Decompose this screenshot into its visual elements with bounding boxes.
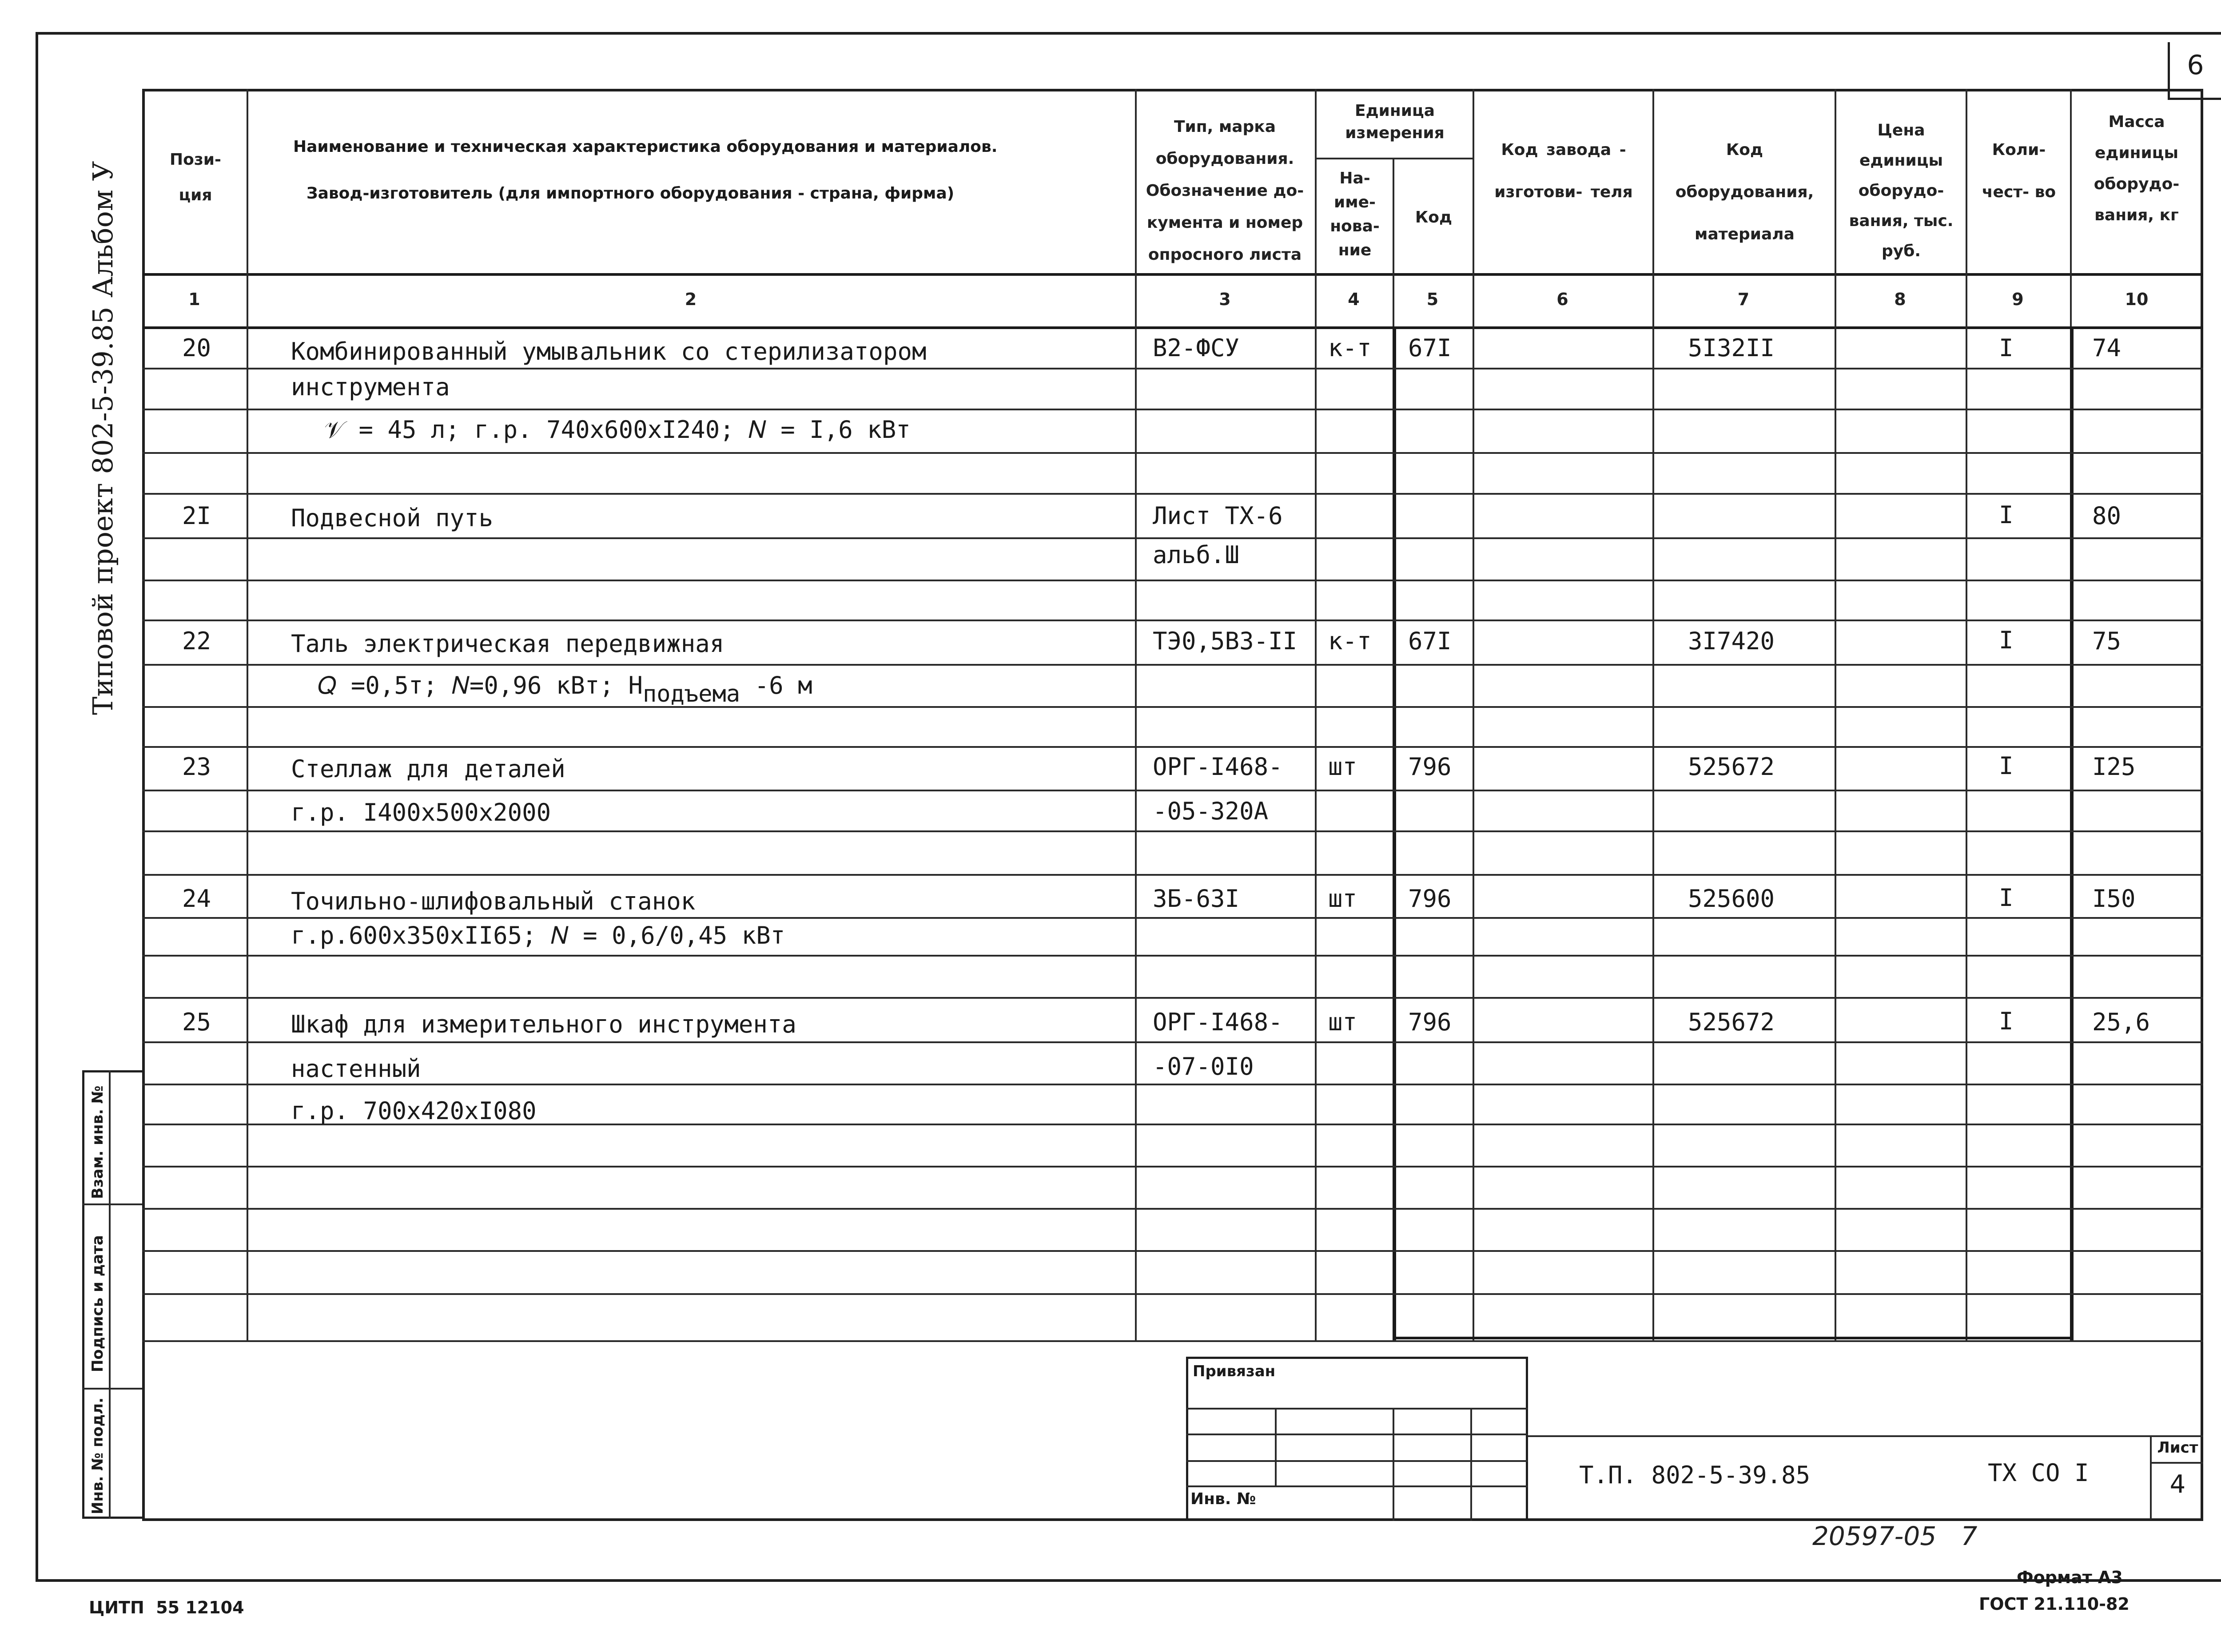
row-type: -05-320А: [1153, 797, 1269, 825]
row-line: [142, 620, 2203, 621]
sheet-number: 6: [2187, 50, 2204, 81]
row-mass: I50: [2092, 885, 2136, 913]
stamp-line: [1186, 1460, 1528, 1462]
row-line: [142, 452, 2203, 454]
row-equip-code: 3I7420: [1688, 627, 1775, 655]
header-plant-code: Код завода - изготови- теля: [1494, 141, 1633, 201]
row-equip-code: 525600: [1688, 885, 1775, 913]
row-unit: шт: [1328, 1008, 1357, 1036]
row-name: Таль электрическая передвижная: [291, 630, 724, 658]
row-type: В2-ФСУ: [1153, 334, 1240, 362]
row-position: 2I: [182, 502, 211, 530]
privyazan-label: Привязан: [1193, 1362, 1276, 1380]
row-line: [142, 409, 2203, 410]
stamp-divider: [82, 1203, 144, 1205]
row-name: настенный: [291, 1055, 421, 1083]
row-unit: к-т: [1328, 334, 1372, 362]
col-line: [1966, 89, 1967, 1341]
row-line: [142, 537, 2203, 539]
stamp-divider: [109, 1070, 111, 1519]
project-title: Типовой проект 802-5-39.85: [87, 306, 119, 715]
thick-body-bottom: [1393, 1337, 2074, 1339]
row-line: [142, 746, 2203, 748]
colnum-10: 10: [2125, 290, 2149, 309]
row-type: ОРГ-I468-: [1153, 753, 1283, 781]
header-qty: Коли- чест- во: [1982, 141, 2056, 201]
doc-mark: ТХ СО I: [1988, 1459, 2089, 1487]
row-line: [142, 1293, 2203, 1295]
colnum-4: 4: [1348, 290, 1360, 309]
row-qty: I: [1999, 1007, 2014, 1035]
colnum-9: 9: [2012, 290, 2024, 309]
row-line: [142, 493, 2203, 495]
row-name: Стеллаж для деталей: [291, 755, 565, 783]
col-line: [1652, 89, 1654, 1341]
row-unit-code: 67I: [1408, 627, 1452, 655]
citp-label: ЦИТП 55 12104: [89, 1598, 244, 1617]
list-label: Лист: [2157, 1439, 2198, 1457]
row-name-suffix: -6 м: [740, 671, 812, 699]
row-line: [142, 580, 2203, 581]
row-line: [142, 790, 2203, 791]
header-unit-code: Код: [1415, 208, 1453, 226]
thick-col-line: [2070, 326, 2074, 1341]
row-position: 23: [182, 753, 211, 781]
header-equip-code: Код оборудования, материала: [1675, 141, 1814, 243]
row-name-prefix: 𝑄 =0,5т; 𝑁=0,96 кВт; Н: [318, 671, 643, 699]
stamp-vzam-inv: Взам. инв. №: [89, 1085, 107, 1199]
colnum-6: 6: [1556, 290, 1568, 309]
row-name: Подвесной путь: [291, 504, 494, 532]
row-name: Комбинированный умывальник со стерилизатором: [291, 338, 927, 365]
colnum-1: 1: [188, 290, 200, 309]
list-box-line: [2150, 1435, 2152, 1520]
row-qty: I: [1999, 334, 2014, 362]
header-mass: Масса единицы оборудо- вания, кг: [2094, 113, 2180, 224]
stamp-podpis: Подпись и дата: [89, 1235, 107, 1372]
col-line: [1835, 89, 1836, 1341]
row-position: 20: [182, 334, 211, 362]
row-type: -07-0I0: [1153, 1052, 1254, 1080]
header-name-line1: Наименование и техническая характеристика оборудования и материалов.: [293, 138, 998, 156]
stamp-line: [1186, 1485, 1528, 1487]
col-line: [247, 89, 248, 1341]
row-equip-code: 525672: [1688, 753, 1775, 781]
row-position: 24: [182, 885, 211, 913]
row-name: г.р. 700x420xI080: [291, 1097, 537, 1125]
row-line: [142, 917, 2203, 919]
stamp-col-line: [1470, 1408, 1472, 1521]
handwritten-number: 20597-05 7: [1812, 1521, 1978, 1551]
row-type: альб.Ш: [1153, 541, 1240, 569]
row-name: [318, 671, 812, 707]
col-line: [1315, 89, 1317, 1341]
header-position: Пози- ция: [170, 151, 221, 204]
row-line: [142, 830, 2203, 832]
row-type: 3Б-63I: [1153, 885, 1240, 913]
row-qty: I: [1999, 884, 2014, 912]
row-line: [142, 874, 2203, 876]
header-name-line2: Завод-изготовитель (для импортного оборудования - страна, фирма): [306, 184, 955, 203]
gost-label: ГОСТ 21.110-82: [1979, 1594, 2129, 1614]
row-qty: I: [1999, 752, 2014, 780]
row-line: [142, 1041, 2203, 1043]
header-unit-name: На- име- нова- ние: [1330, 169, 1380, 259]
row-line: [142, 1166, 2203, 1168]
row-line: [142, 1084, 2203, 1085]
row-type: ОРГ-I468-: [1153, 1008, 1283, 1036]
row-type: Лист ТХ-6: [1153, 502, 1283, 530]
colnum-7: 7: [1737, 290, 1750, 309]
stamp-line: [1186, 1434, 1528, 1435]
row-unit: шт: [1328, 885, 1357, 913]
colnum-8: 8: [1894, 290, 1906, 309]
row-name: Точильно-шлифовальный станок: [291, 887, 696, 915]
album-title: Альбом У: [87, 161, 119, 298]
list-number: 4: [2169, 1470, 2186, 1499]
row-position: 25: [182, 1008, 211, 1036]
doc-code: Т.П. 802-5-39.85: [1579, 1461, 1811, 1489]
row-name: инструмента: [291, 373, 450, 401]
list-box-line: [2150, 1462, 2203, 1464]
colnum-bottom-line: [142, 326, 2203, 329]
inv-no-label: Инв. №: [1190, 1490, 1256, 1508]
header-type: Тип, марка оборудования. Обозначение до- кумента и номер опросного листа: [1146, 118, 1304, 264]
header-bottom-line: [142, 273, 2203, 276]
row-unit: шт: [1328, 753, 1357, 781]
stamp-col-line: [1393, 1408, 1394, 1521]
row-unit: к-т: [1328, 627, 1372, 655]
row-equip-code: 5I32II: [1688, 334, 1775, 362]
row-name-sub: подъема: [642, 681, 740, 707]
row-unit-code: 796: [1408, 1008, 1452, 1036]
row-mass: 25,6: [2092, 1008, 2150, 1036]
row-mass: 75: [2092, 627, 2121, 655]
row-equip-code: 525672: [1688, 1008, 1775, 1036]
title-block-top: [1528, 1435, 2203, 1437]
row-mass: I25: [2092, 753, 2136, 781]
row-line: [142, 997, 2203, 999]
thick-col-line: [1393, 326, 1396, 1341]
header-unit-group: Единица измерения: [1345, 102, 1445, 142]
colnum-2: 2: [685, 290, 697, 309]
row-line: [142, 368, 2203, 369]
row-position: 22: [182, 627, 211, 655]
row-line: [142, 1208, 2203, 1210]
row-name: Шкаф для измерительного инструмента: [291, 1010, 796, 1038]
row-line: [142, 664, 2203, 666]
row-unit-code: 796: [1408, 885, 1452, 913]
row-mass: 80: [2092, 502, 2121, 530]
row-mass: 74: [2092, 334, 2121, 362]
stamp-line: [1186, 1408, 1528, 1410]
stamp-col-line: [1275, 1408, 1277, 1487]
colnum-5: 5: [1426, 290, 1439, 309]
row-line: [142, 1250, 2203, 1252]
row-name: г.р. I400x500x2000: [291, 798, 551, 826]
stamp-divider: [82, 1388, 144, 1390]
row-type: ТЭ0,5В3-II: [1153, 627, 1298, 655]
body-bottom-line: [142, 1340, 2203, 1342]
row-unit-code: 796: [1408, 753, 1452, 781]
row-line: [142, 955, 2203, 957]
row-name: 𝒱 = 45 л; г.р. 740x600xI240; 𝑁 = I,6 кВт: [324, 416, 911, 444]
colnum-3: 3: [1219, 290, 1231, 309]
row-unit-code: 67I: [1408, 334, 1452, 362]
row-qty: I: [1999, 626, 2014, 654]
row-qty: I: [1999, 501, 2014, 529]
header-price: Цена единицы оборудо- вания, тыс. руб.: [1849, 121, 1954, 260]
stamp-inv-podl: Инв. № подл.: [89, 1397, 107, 1514]
col-line: [1135, 89, 1137, 1341]
col-line: [1473, 89, 1474, 1341]
format-label: Формат А3: [2017, 1568, 2123, 1587]
row-name: г.р.600x350xII65; 𝑁 = 0,6/0,45 кВт: [291, 921, 785, 949]
